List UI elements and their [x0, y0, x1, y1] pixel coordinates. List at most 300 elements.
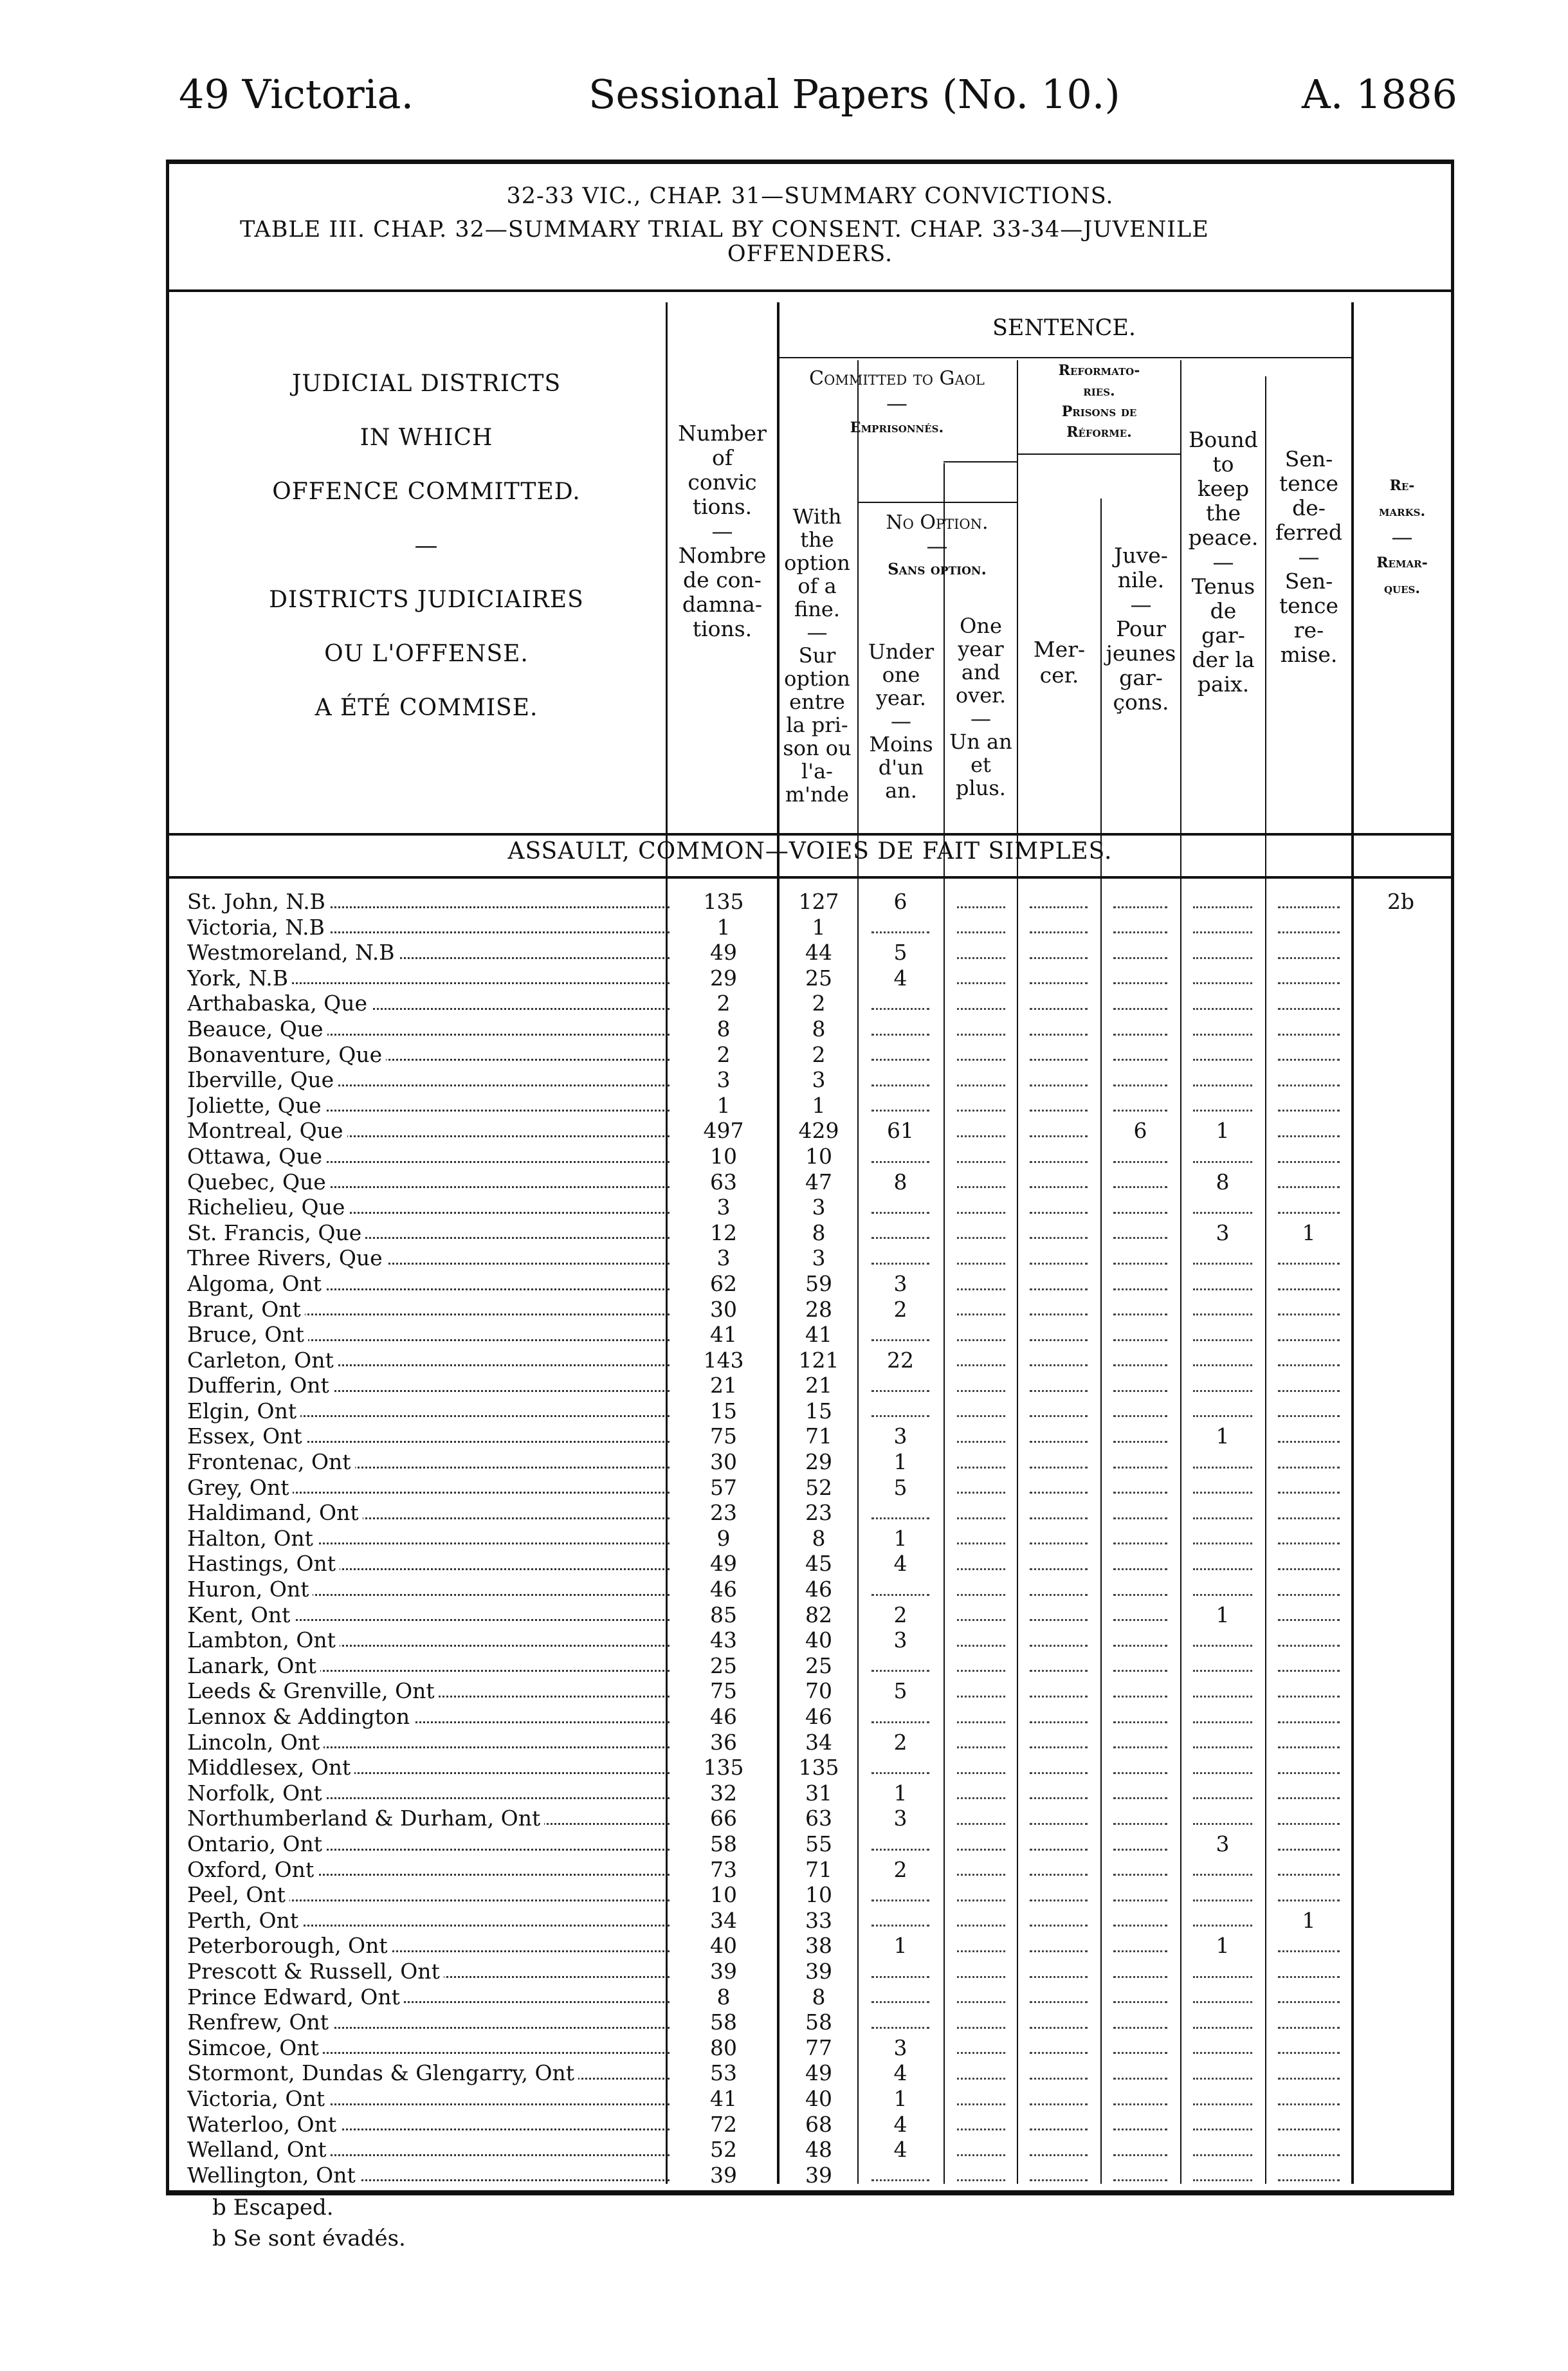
cell-bound — [1180, 1678, 1265, 1704]
cell-with-option: 21 — [805, 1373, 832, 1398]
cell-bound — [1180, 2035, 1265, 2061]
cell-district: Grey, Ont — [187, 1475, 670, 1501]
cell-with-option: 77 — [805, 2035, 832, 2060]
cell-with-option: 82 — [805, 1602, 832, 1627]
cell-mercer — [1017, 2009, 1100, 2035]
cell-district: Wellington, Ont — [187, 2163, 670, 2188]
cell-juvenile — [1100, 1322, 1180, 1348]
table-row — [169, 1016, 1451, 1042]
cell-total: 85 — [710, 1602, 737, 1627]
cell-year-over — [944, 1348, 1018, 1373]
cell-deferred: 1 — [1302, 1220, 1316, 1245]
cell-under-year — [859, 1144, 942, 1169]
cell-juvenile — [1100, 1169, 1180, 1195]
cell-remarks — [1353, 1551, 1449, 1577]
cell-mercer — [1017, 1169, 1100, 1195]
cell-remarks — [1353, 1857, 1449, 1883]
cell-total: 2 — [716, 991, 731, 1016]
cell-juvenile — [1100, 1627, 1180, 1653]
cell-with-option: 8 — [812, 1984, 826, 2009]
cell-with-option: 127 — [798, 889, 839, 914]
header-mercer: Mer- cer. — [1033, 637, 1086, 688]
cell-under-year — [859, 1245, 942, 1271]
cell-district: Middlesex, Ont — [187, 1755, 670, 1781]
cell-year-over — [944, 1144, 1018, 1169]
cell-juvenile — [1100, 1348, 1180, 1373]
cell-mercer — [1017, 889, 1100, 915]
cell-deferred — [1265, 1933, 1353, 1959]
cell-mercer — [1017, 2060, 1100, 2086]
cell-juvenile — [1100, 1245, 1180, 1271]
cell-remarks — [1353, 1042, 1449, 1068]
cell-juvenile — [1100, 1449, 1180, 1475]
cell-year-over — [944, 1704, 1018, 1730]
cell-remarks — [1353, 915, 1449, 940]
table-body — [169, 889, 1451, 2188]
cell-deferred — [1265, 2060, 1353, 2086]
table-row — [169, 991, 1451, 1016]
cell-deferred — [1265, 1195, 1353, 1220]
cell-total: 3 — [716, 1195, 731, 1220]
cell-year-over — [944, 1526, 1018, 1552]
cell-with-option: 38 — [805, 1933, 832, 1959]
cell-juvenile — [1100, 1857, 1180, 1883]
cell-bound — [1180, 991, 1265, 1016]
cell-year-over — [944, 1195, 1018, 1220]
cell-under-year: 4 — [893, 2111, 907, 2137]
cell-district: Richelieu, Que — [187, 1195, 670, 1220]
cell-deferred — [1265, 1781, 1353, 1806]
cell-total: 10 — [710, 1143, 737, 1169]
cell-district: St. John, N.B — [187, 889, 670, 915]
cell-deferred — [1265, 1959, 1353, 1984]
cell-year-over — [944, 1755, 1018, 1781]
cell-juvenile — [1100, 1526, 1180, 1552]
table-row — [169, 966, 1451, 991]
cell-remarks — [1353, 1271, 1449, 1297]
cell-remarks — [1353, 991, 1449, 1016]
cell-district: Victoria, N.B — [187, 915, 670, 940]
cell-year-over — [944, 1857, 1018, 1883]
footnote-evades: b Se sont évadés. — [212, 2226, 406, 2251]
cell-remarks — [1353, 1195, 1449, 1220]
cell-under-year — [859, 2009, 942, 2035]
cell-under-year — [859, 991, 942, 1016]
cell-with-option: 23 — [805, 1500, 832, 1526]
cell-district: Hastings, Ont — [187, 1551, 670, 1577]
table-row — [169, 1959, 1451, 1984]
cell-remarks — [1353, 1348, 1449, 1373]
cell-remarks — [1353, 1627, 1449, 1653]
cell-bound — [1180, 2163, 1265, 2188]
cell-mercer — [1017, 1806, 1100, 1831]
cell-mercer — [1017, 1449, 1100, 1475]
header-juvenile: Juve- nile. — Pour jeunes gar- çons. — [1106, 543, 1176, 715]
cell-deferred: 1 — [1302, 1907, 1316, 1933]
cell-district: Prince Edward, Ont — [187, 1984, 670, 2010]
cell-total: 34 — [710, 1907, 737, 1933]
table-row — [169, 1144, 1451, 1169]
cell-total: 53 — [710, 2060, 737, 2086]
cell-juvenile — [1100, 1653, 1180, 1679]
cell-total: 75 — [710, 1424, 737, 1449]
cell-with-option: 3 — [812, 1067, 826, 1093]
cell-juvenile — [1100, 1831, 1180, 1857]
cell-with-option: 48 — [805, 2137, 832, 2163]
table-row — [169, 1475, 1451, 1501]
cell-bound: 3 — [1216, 1831, 1230, 1856]
cell-deferred — [1265, 991, 1353, 1016]
cell-under-year: 6 — [893, 889, 907, 914]
header-sentence: SENTENCE. — [992, 315, 1136, 341]
cell-bound — [1180, 2060, 1265, 2086]
cell-total: 46 — [710, 1577, 737, 1602]
cell-under-year: 2 — [893, 1729, 907, 1755]
cell-deferred — [1265, 2137, 1353, 2163]
cell-deferred — [1265, 1755, 1353, 1781]
cell-mercer — [1017, 1933, 1100, 1959]
cell-district: Norfolk, Ont — [187, 1781, 670, 1806]
cell-remarks — [1353, 1475, 1449, 1501]
cell-deferred — [1265, 915, 1353, 940]
cell-mercer — [1017, 915, 1100, 940]
cell-under-year — [859, 1755, 942, 1781]
cell-deferred — [1265, 1653, 1353, 1679]
cell-total: 135 — [703, 1755, 744, 1781]
cell-juvenile — [1100, 1475, 1180, 1501]
cell-bound — [1180, 2112, 1265, 2138]
table-row — [169, 1577, 1451, 1602]
cell-mercer — [1017, 1577, 1100, 1602]
cell-under-year — [859, 1959, 942, 1984]
table-title-line1: 32-33 VIC., CHAP. 31—SUMMARY CONVICTIONS. — [506, 183, 1114, 209]
table-row — [169, 1627, 1451, 1653]
cell-with-option: 39 — [805, 2162, 832, 2188]
cell-bound — [1180, 2086, 1265, 2112]
cell-year-over — [944, 1577, 1018, 1602]
cell-under-year — [859, 1500, 942, 1526]
header-district: JUDICIAL DISTRICTS IN WHICH OFFENCE COMMITTED. — DISTRICTS JUDICIAIRES OU L'OFFENSE. A ÉTÉ COMMISE. — [269, 371, 584, 721]
table-row — [169, 1678, 1451, 1704]
cell-total: 58 — [710, 1831, 737, 1856]
cell-mercer — [1017, 2163, 1100, 2188]
cell-year-over — [944, 1500, 1018, 1526]
cell-deferred — [1265, 2163, 1353, 2188]
cell-deferred — [1265, 1500, 1353, 1526]
cell-remarks — [1353, 1322, 1449, 1348]
running-head-right: A. 1886 — [1302, 71, 1457, 118]
cell-deferred — [1265, 1882, 1353, 1908]
cell-total: 29 — [710, 965, 737, 991]
cell-year-over — [944, 1042, 1018, 1068]
cell-remarks — [1353, 1959, 1449, 1984]
cell-mercer — [1017, 1093, 1100, 1119]
cell-mercer — [1017, 1755, 1100, 1781]
cell-juvenile — [1100, 1908, 1180, 1934]
cell-juvenile — [1100, 2163, 1180, 2188]
cell-district: Perth, Ont — [187, 1908, 670, 1934]
cell-deferred — [1265, 1118, 1353, 1144]
table-row — [169, 1348, 1451, 1373]
table-row — [169, 1500, 1451, 1526]
rule-under-header — [169, 833, 1451, 836]
cell-deferred — [1265, 1093, 1353, 1119]
cell-under-year — [859, 1577, 942, 1602]
cell-bound — [1180, 2137, 1265, 2163]
cell-district: Welland, Ont — [187, 2137, 670, 2163]
table-row — [169, 1093, 1451, 1119]
cell-deferred — [1265, 1831, 1353, 1857]
cell-district: Peterborough, Ont — [187, 1933, 670, 1959]
cell-bound: 1 — [1216, 1118, 1230, 1144]
cell-bound — [1180, 1322, 1265, 1348]
cell-deferred — [1265, 1373, 1353, 1398]
cell-total: 46 — [710, 1704, 737, 1729]
cell-district: Elgin, Ont — [187, 1398, 670, 1424]
header-under-year: Under one year. — Moins d'un an. — [868, 639, 934, 803]
cell-mercer — [1017, 1067, 1100, 1093]
cell-mercer — [1017, 1271, 1100, 1297]
cell-remarks — [1353, 2009, 1449, 2035]
table-row — [169, 940, 1451, 966]
cell-year-over — [944, 1602, 1018, 1628]
cell-bound — [1180, 966, 1265, 991]
cell-mercer — [1017, 1297, 1100, 1323]
cell-juvenile — [1100, 2060, 1180, 2086]
cell-remarks — [1353, 1424, 1449, 1449]
cell-total: 12 — [710, 1220, 737, 1245]
table-row — [169, 2163, 1451, 2188]
cell-with-option: 71 — [805, 1424, 832, 1449]
cell-bound — [1180, 1857, 1265, 1883]
cell-with-option: 8 — [812, 1220, 826, 1245]
header-committed: Committed to Gaol — Emprisonnés. — [809, 367, 985, 436]
cell-district: Quebec, Que — [187, 1169, 670, 1195]
cell-remarks — [1353, 1984, 1449, 2010]
header-with-option: With the option of a fine. — Sur option entre la pri- son ou l'a- m'nde — [783, 504, 852, 807]
cell-under-year: 2 — [893, 1296, 907, 1322]
cell-under-year: 1 — [893, 1780, 907, 1806]
table-row — [169, 1653, 1451, 1679]
cell-mercer — [1017, 991, 1100, 1016]
cell-district: Simcoe, Ont — [187, 2035, 670, 2061]
table-row — [169, 1526, 1451, 1552]
cell-bound — [1180, 1093, 1265, 1119]
cell-juvenile — [1100, 1500, 1180, 1526]
cell-under-year: 1 — [893, 1933, 907, 1959]
cell-remarks — [1353, 1297, 1449, 1323]
cell-deferred — [1265, 1730, 1353, 1755]
cell-mercer — [1017, 1551, 1100, 1577]
cell-remarks — [1353, 1169, 1449, 1195]
table-frame — [166, 160, 1454, 2195]
cell-bound — [1180, 915, 1265, 940]
cell-deferred — [1265, 1806, 1353, 1831]
cell-under-year: 3 — [893, 1627, 907, 1653]
table-row — [169, 1118, 1451, 1144]
cell-total: 10 — [710, 1882, 737, 1908]
table-row — [169, 1398, 1451, 1424]
cell-deferred — [1265, 1526, 1353, 1552]
cell-bound — [1180, 1475, 1265, 1501]
cell-total: 49 — [710, 1551, 737, 1577]
cell-deferred — [1265, 966, 1353, 991]
cell-under-year — [859, 915, 942, 940]
cell-with-option: 1 — [812, 1092, 826, 1118]
footnote-escaped: b Escaped. — [212, 2195, 334, 2220]
cell-juvenile — [1100, 2009, 1180, 2035]
cell-deferred — [1265, 1271, 1353, 1297]
table-title-line3: OFFENDERS. — [727, 241, 893, 267]
cell-under-year — [859, 1704, 942, 1730]
cell-deferred — [1265, 1857, 1353, 1883]
cell-mercer — [1017, 1042, 1100, 1068]
header-reformatories: Reformato- ries. Prisons de Réforme. — [1058, 362, 1140, 441]
cell-remarks — [1353, 1067, 1449, 1093]
cell-deferred — [1265, 1398, 1353, 1424]
cell-district: Frontenac, Ont — [187, 1449, 670, 1475]
cell-under-year: 3 — [893, 1270, 907, 1296]
cell-with-option: 8 — [812, 1525, 826, 1551]
cell-with-option: 40 — [805, 1627, 832, 1653]
cell-total: 15 — [710, 1398, 737, 1424]
cell-year-over — [944, 2035, 1018, 2061]
cell-year-over — [944, 1882, 1018, 1908]
cell-bound — [1180, 1297, 1265, 1323]
cell-under-year — [859, 1831, 942, 1857]
cell-with-option: 68 — [805, 2111, 832, 2137]
running-head-left: 49 Victoria. — [179, 71, 414, 118]
cell-mercer — [1017, 1857, 1100, 1883]
cell-mercer — [1017, 1984, 1100, 2010]
cell-with-option: 10 — [805, 1143, 832, 1169]
cell-year-over — [944, 1271, 1018, 1297]
table-row — [169, 1602, 1451, 1628]
cell-deferred — [1265, 1322, 1353, 1348]
cell-total: 9 — [716, 1525, 731, 1551]
cell-remarks — [1353, 2086, 1449, 2112]
cell-remarks — [1353, 1245, 1449, 1271]
cell-deferred — [1265, 1245, 1353, 1271]
cell-mercer — [1017, 1373, 1100, 1398]
cell-bound — [1180, 1551, 1265, 1577]
header-number: Number of convic tions. — Nombre de con- damna- tions. — [678, 421, 767, 641]
table-row — [169, 2035, 1451, 2061]
cell-mercer — [1017, 1882, 1100, 1908]
cell-remarks — [1353, 2060, 1449, 2086]
cell-with-option: 46 — [805, 1577, 832, 1602]
cell-mercer — [1017, 1424, 1100, 1449]
cell-year-over — [944, 1016, 1018, 1042]
cell-year-over — [944, 966, 1018, 991]
cell-total: 49 — [710, 940, 737, 966]
table-row — [169, 2086, 1451, 2112]
cell-year-over — [944, 1169, 1018, 1195]
cell-bound — [1180, 1577, 1265, 1602]
cell-remarks — [1353, 1806, 1449, 1831]
cell-under-year — [859, 1220, 942, 1246]
cell-deferred — [1265, 889, 1353, 915]
section-title: ASSAULT, COMMON—VOIES DE FAIT SIMPLES. — [507, 838, 1113, 865]
cell-under-year — [859, 1882, 942, 1908]
cell-bound — [1180, 1245, 1265, 1271]
cell-district: St. Francis, Que — [187, 1220, 670, 1246]
cell-mercer — [1017, 1959, 1100, 1984]
cell-bound — [1180, 1984, 1265, 2010]
cell-total: 63 — [710, 1169, 737, 1195]
cell-remarks — [1353, 1093, 1449, 1119]
table-row — [169, 1042, 1451, 1068]
cell-under-year — [859, 1067, 942, 1093]
cell-district: Huron, Ont — [187, 1577, 670, 1602]
cell-deferred — [1265, 1627, 1353, 1653]
cell-total: 1 — [716, 1092, 731, 1118]
cell-total: 57 — [710, 1474, 737, 1500]
cell-mercer — [1017, 1398, 1100, 1424]
table-row — [169, 1781, 1451, 1806]
cell-district: Lambton, Ont — [187, 1627, 670, 1653]
cell-with-option: 31 — [805, 1780, 832, 1806]
cell-juvenile — [1100, 1577, 1180, 1602]
cell-juvenile — [1100, 2137, 1180, 2163]
cell-mercer — [1017, 1475, 1100, 1501]
cell-under-year: 8 — [893, 1169, 907, 1195]
cell-year-over — [944, 1449, 1018, 1475]
rule-under-title — [169, 289, 1451, 292]
cell-district: Haldimand, Ont — [187, 1500, 670, 1526]
cell-year-over — [944, 1781, 1018, 1806]
cell-mercer — [1017, 1220, 1100, 1246]
cell-bound — [1180, 1195, 1265, 1220]
cell-remarks — [1353, 1755, 1449, 1781]
cell-total: 52 — [710, 2137, 737, 2163]
cell-remarks — [1353, 1781, 1449, 1806]
cell-district: Peel, Ont — [187, 1882, 670, 1908]
table-row — [169, 1908, 1451, 1934]
cell-district: Algoma, Ont — [187, 1271, 670, 1297]
cell-deferred — [1265, 2035, 1353, 2061]
cell-mercer — [1017, 1526, 1100, 1552]
table-row — [169, 1857, 1451, 1883]
rule-reform-header — [1018, 453, 1180, 455]
cell-mercer — [1017, 940, 1100, 966]
cell-with-option: 49 — [805, 2060, 832, 2086]
header-bound: Bound to keep the peace. — Tenus de gar- der la paix. — [1188, 427, 1259, 697]
cell-juvenile — [1100, 1933, 1180, 1959]
cell-year-over — [944, 2112, 1018, 2138]
cell-mercer — [1017, 1704, 1100, 1730]
cell-remarks — [1353, 2163, 1449, 2188]
cell-district: Prescott & Russell, Ont — [187, 1959, 670, 1984]
cell-juvenile — [1100, 1551, 1180, 1577]
cell-remarks: 2b — [1387, 889, 1415, 914]
cell-remarks — [1353, 1882, 1449, 1908]
cell-remarks — [1353, 1526, 1449, 1552]
cell-total: 8 — [716, 1984, 731, 2009]
cell-district: Northumberland & Durham, Ont — [187, 1806, 670, 1831]
table-row — [169, 1067, 1451, 1093]
cell-juvenile — [1100, 1297, 1180, 1323]
cell-bound: 3 — [1216, 1220, 1230, 1245]
cell-juvenile — [1100, 1042, 1180, 1068]
cell-juvenile — [1100, 1271, 1180, 1297]
cell-under-year: 3 — [893, 1806, 907, 1831]
cell-under-year: 1 — [893, 1525, 907, 1551]
cell-district: Bruce, Ont — [187, 1322, 670, 1348]
cell-bound — [1180, 1067, 1265, 1093]
cell-district: Joliette, Que — [187, 1093, 670, 1119]
table-row — [169, 1551, 1451, 1577]
